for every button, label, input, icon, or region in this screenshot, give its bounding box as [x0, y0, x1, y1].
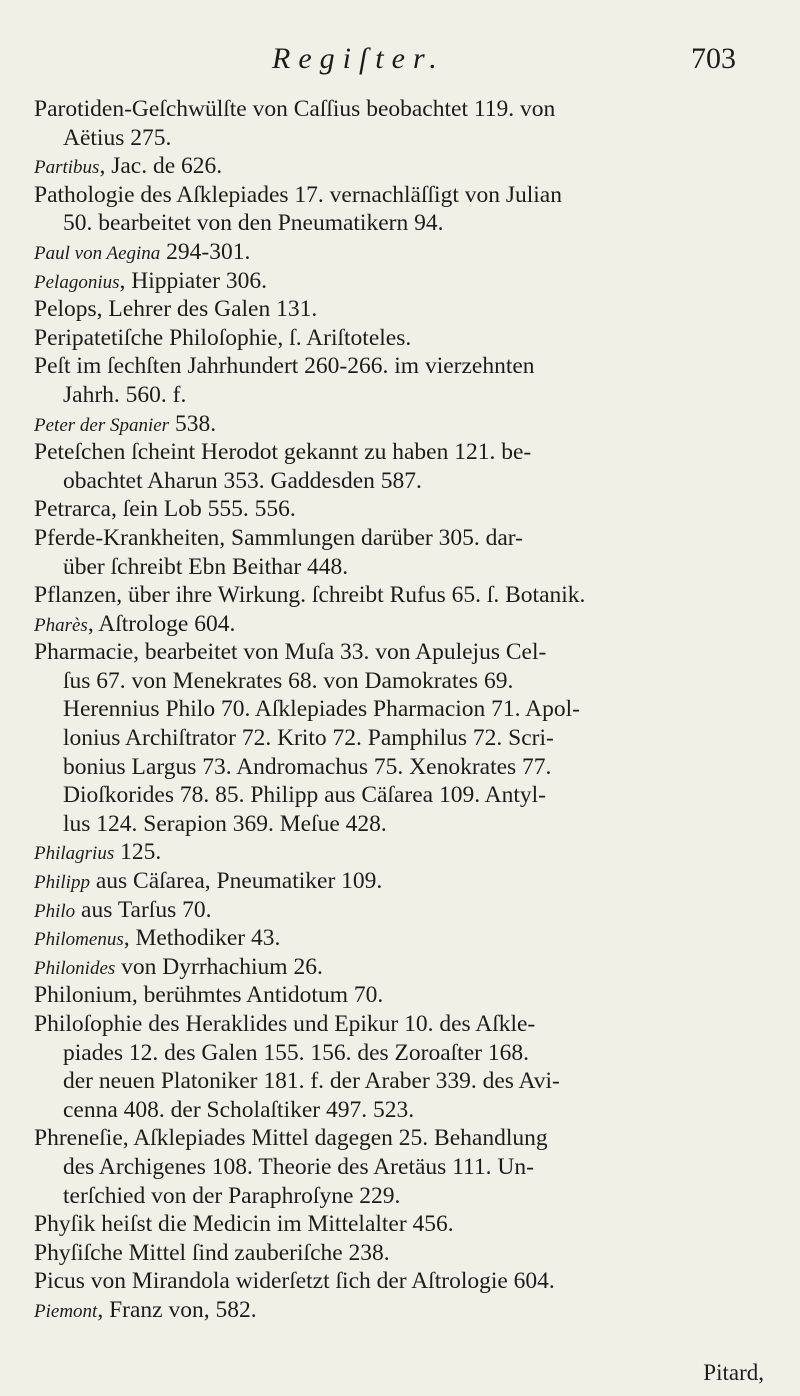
entry-headword: Philipp: [34, 872, 90, 894]
entry-text: Pflanzen, über ihre Wirkung. ſchreibt Rufus 65. ſ. Botanik.: [34, 582, 586, 609]
register-entry: [34, 410, 769, 439]
register-entry: [34, 581, 769, 610]
entry-text: Pathologie des Aſklepiades 17. vernachläſſigt von Julian: [34, 181, 562, 208]
entry-text: bonius Largus 73. Andromachus 75. Xenokrates 77.: [63, 753, 552, 780]
entry-text: Petrarca, ſein Lob 555. 556.: [34, 496, 296, 523]
entry-line: [34, 1124, 769, 1153]
register-entry: [34, 352, 769, 409]
entry-line: [34, 95, 769, 124]
entry-text: , Methodiker 43.: [123, 925, 281, 952]
entry-continuation-line: [34, 467, 769, 496]
entry-continuation-line: [34, 1182, 769, 1211]
entry-text: Peſt im ſechſten Jahrhundert 260-266. im vierzehnten: [34, 353, 535, 380]
entry-text: ſus 67. von Menekrates 68. von Damokrates 69.: [63, 667, 514, 694]
entry-line: [34, 638, 769, 667]
entry-text: Picus von Mirandola widerſetzt ſich der Aſtrologie 604.: [34, 1268, 555, 1295]
entry-line: [34, 981, 769, 1010]
register-entry: [34, 953, 769, 982]
entry-headword: Paul von Aegina: [34, 242, 161, 264]
register-entry: [34, 1124, 769, 1210]
entry-line: [34, 238, 769, 267]
entry-text: Pharmacie, bearbeitet von Muſa 33. von Apulejus Cel-: [34, 639, 547, 666]
entry-line: [34, 181, 769, 210]
register-entries: [34, 95, 769, 1325]
entry-text: aus Tarſus 70.: [75, 896, 212, 923]
register-entry: [34, 1210, 769, 1239]
entry-line: [34, 867, 769, 896]
running-head: [0, 42, 800, 82]
catchword: Pitard,: [703, 1360, 764, 1385]
register-entry: [34, 1239, 769, 1268]
entry-continuation-line: [34, 810, 769, 839]
register-entry: [34, 438, 769, 495]
register-entry: [34, 867, 769, 896]
entry-text: Philoſophie des Heraklides und Epikur 10. des Aſkle-: [34, 1011, 536, 1037]
entry-text: , Aſtrologe 604.: [87, 610, 236, 637]
entry-text: , Hippiater 306.: [119, 267, 267, 294]
register-entry: [34, 238, 769, 267]
entry-line: [34, 896, 769, 925]
entry-continuation-line: [34, 753, 769, 782]
register-entry: [34, 981, 769, 1010]
entry-text: Peripatetiſche Philoſophie, ſ. Ariſtoteles.: [34, 324, 412, 351]
entry-line: [34, 1210, 769, 1239]
entry-continuation-line: [34, 1039, 769, 1068]
entry-text: über ſchreibt Ebn Beithar 448.: [63, 553, 349, 580]
entry-headword: Piemont: [34, 1300, 98, 1322]
entry-line: [34, 581, 769, 610]
entry-text: obachtet Aharun 353. Gaddesden 587.: [63, 467, 422, 494]
entry-headword: Philonides: [34, 957, 116, 979]
entry-text: lonius Archiſtrator 72. Krito 72. Pamphilus 72. Scri-: [63, 725, 554, 752]
register-entry: [34, 924, 769, 953]
entry-text: , Franz von, 582.: [97, 1296, 257, 1323]
entry-line: [34, 1296, 769, 1325]
entry-line: [34, 838, 769, 867]
entry-continuation-line: [34, 553, 769, 582]
entry-text: Jahrh. 560. f.: [63, 381, 187, 408]
register-entry: [34, 95, 769, 152]
entry-text: terſchied von der Paraphroſyne 229.: [63, 1182, 401, 1209]
entry-line: [34, 1239, 769, 1268]
entry-text: piades 12. des Galen 155. 156. des Zoroaſter 168.: [63, 1039, 529, 1066]
entry-continuation-line: [34, 781, 769, 810]
register-entry: [34, 267, 769, 296]
entry-text: Herennius Philo 70. Aſklepiades Pharmacion 71. Apol-: [63, 696, 580, 723]
entry-text: Phyſik heiſst die Medicin im Mittelalter 456.: [34, 1211, 454, 1238]
entry-continuation-line: [34, 695, 769, 724]
entry-headword: Pharès: [34, 614, 88, 636]
entry-continuation-line: [34, 724, 769, 753]
register-entry: [34, 610, 769, 639]
entry-text: 294-301.: [160, 238, 251, 265]
register-entry: [34, 152, 769, 181]
entry-line: [34, 267, 769, 296]
entry-text: Aëtius 275.: [63, 124, 172, 151]
entry-text: 538.: [169, 410, 217, 437]
entry-text: von Dyrrhachium 26.: [115, 953, 323, 980]
entry-headword: Philagrius: [34, 843, 115, 865]
entry-line: [34, 524, 769, 553]
entry-text: Philonium, berühmtes Antidotum 70.: [34, 982, 384, 1009]
entry-continuation-line: [34, 667, 769, 696]
entry-headword: Philomenus: [34, 929, 124, 951]
entry-text: der neuen Platoniker 181. f. der Araber 339. des Avi-: [63, 1068, 560, 1095]
entry-line: [34, 1267, 769, 1296]
entry-text: cenna 408. der Scholaſtiker 497. 523.: [63, 1096, 415, 1123]
entry-text: Dioſkorides 78. 85. Philipp aus Cäſarea 109. Antyl-: [63, 782, 547, 809]
entry-line: [34, 152, 769, 181]
entry-text: Peteſchen ſcheint Herodot gekannt zu haben 121. be-: [34, 439, 532, 466]
entry-text: lus 124. Serapion 369. Meſue 428.: [63, 810, 387, 837]
entry-line: [34, 924, 769, 953]
entry-continuation-line: [34, 1153, 769, 1182]
entry-continuation-line: [34, 124, 769, 153]
entry-line: [34, 495, 769, 524]
register-entry: [34, 896, 769, 925]
entry-headword: Pelagonius: [34, 271, 120, 293]
entry-headword: Partibus: [34, 157, 100, 179]
entry-line: [34, 438, 769, 467]
entry-text: 125.: [114, 839, 162, 866]
entry-text: Parotiden-Geſchwülſte von Caſſius beobachtet 119. von: [34, 96, 556, 122]
register-entry: [34, 295, 769, 324]
entry-text: , Jac. de 626.: [99, 153, 223, 180]
entry-line: [34, 610, 769, 639]
entry-line: [34, 953, 769, 982]
entry-line: [34, 352, 769, 381]
page-title: Regiſter.: [272, 42, 445, 75]
entry-continuation-line: [34, 1096, 769, 1125]
entry-line: [34, 410, 769, 439]
register-entry: [34, 1267, 769, 1296]
entry-text: 50. bearbeitet von den Pneumatikern 94.: [63, 210, 444, 237]
register-entry: [34, 638, 769, 838]
register-entry: [34, 495, 769, 524]
entry-text: Phreneſie, Aſklepiades Mittel dagegen 25. Behandlung: [34, 1125, 548, 1152]
entry-text: Pferde-Krankheiten, Sammlungen darüber 305. dar-: [34, 524, 523, 551]
entry-line: [34, 295, 769, 324]
entry-line: [34, 1010, 769, 1039]
entry-continuation-line: [34, 1067, 769, 1096]
register-entry: [34, 1010, 769, 1124]
page-number: 703: [691, 42, 736, 75]
entry-text: Pelops, Lehrer des Galen 131.: [34, 296, 318, 323]
register-entry: [34, 324, 769, 353]
entry-text: des Archigenes 108. Theorie des Aretäus 111. Un-: [63, 1153, 534, 1180]
entry-continuation-line: [34, 209, 769, 238]
register-entry: [34, 524, 769, 581]
register-entry: [34, 838, 769, 867]
entry-headword: Peter der Spanier: [34, 414, 170, 436]
entry-line: [34, 324, 769, 353]
entry-continuation-line: [34, 381, 769, 410]
entry-text: Phyſiſche Mittel ſind zauberiſche 238.: [34, 1239, 390, 1266]
register-entry: [34, 181, 769, 238]
register-entry: [34, 1296, 769, 1325]
entry-headword: Philo: [34, 900, 76, 922]
entry-text: aus Cäſarea, Pneumatiker 109.: [89, 868, 383, 895]
